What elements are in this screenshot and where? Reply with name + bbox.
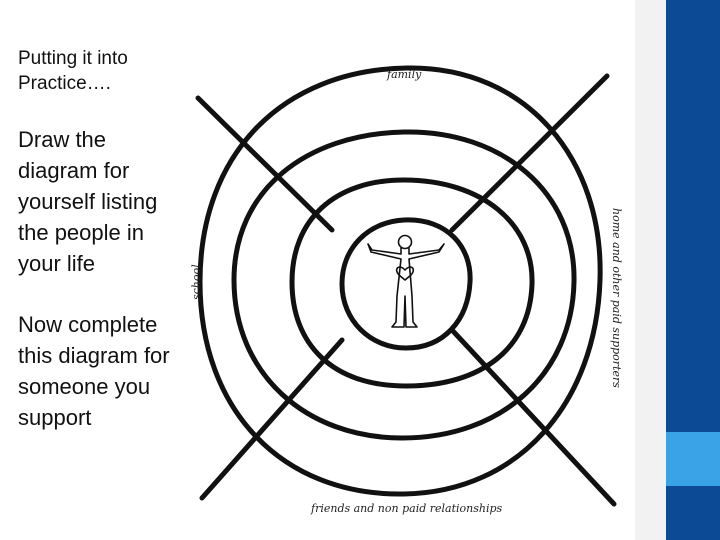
instruction-complete: Now complete this diagram for someone you support xyxy=(18,312,170,430)
diagram-lines xyxy=(198,68,614,504)
text-column xyxy=(18,46,183,463)
circles-diagram xyxy=(182,30,635,528)
diagonal-top-right xyxy=(452,76,607,230)
side-accent-block xyxy=(666,432,720,486)
label-friends: friends and non paid relationships xyxy=(311,502,503,515)
label-family: family xyxy=(387,68,422,81)
subheading: Putting it into Practice…. xyxy=(18,48,128,94)
label-school: school xyxy=(190,264,203,300)
ring-inner xyxy=(342,220,470,348)
label-home-paid-supporters: home and other paid supporters xyxy=(610,208,623,388)
person-with-heart-icon xyxy=(368,236,444,328)
side-gap xyxy=(635,0,666,540)
instruction-draw: Draw the diagram for yourself listing the people in your life xyxy=(18,127,158,276)
circles-diagram-panel xyxy=(182,30,635,528)
